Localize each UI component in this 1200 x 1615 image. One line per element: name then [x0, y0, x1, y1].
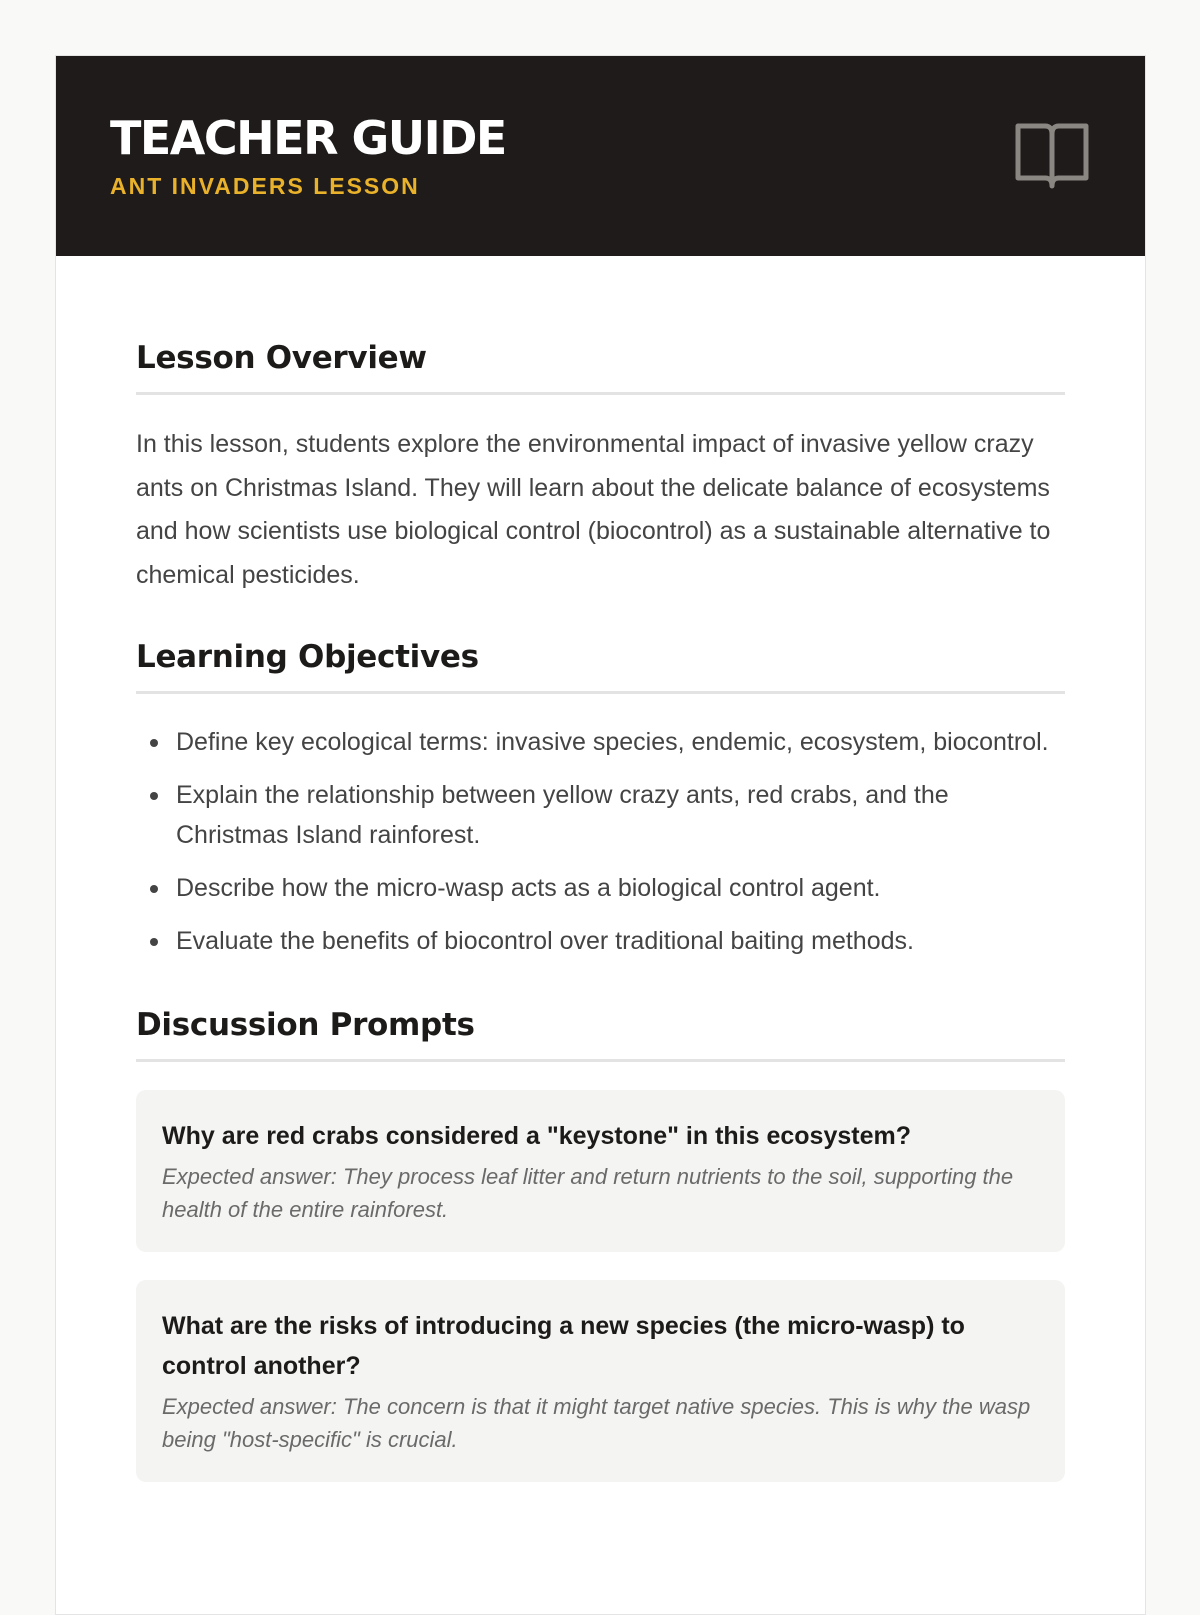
guide-card — [55, 55, 1146, 1615]
guide-header — [56, 56, 1145, 256]
objectives-heading: Learning Objectives — [136, 637, 1065, 694]
overview-section — [136, 338, 1065, 597]
prompt-answer: Expected answer: The concern is that it might target native species. This is why the wasp being "host-specific" is crucial. — [162, 1394, 1031, 1452]
book-open-icon — [1013, 120, 1091, 190]
prompt-card — [136, 1090, 1065, 1252]
list-item: Describe how the micro-wasp acts as a biological control agent. — [176, 868, 1065, 908]
prompt-question: Why are red crabs considered a "keystone" in this ecosystem? — [162, 1122, 911, 1150]
list-item: Evaluate the benefits of biocontrol over traditional baiting methods. — [176, 921, 1065, 961]
prompts-heading: Discussion Prompts — [136, 1005, 1065, 1062]
guide-content — [56, 256, 1145, 1482]
overview-heading: Lesson Overview — [136, 338, 1065, 395]
overview-text: In this lesson, students explore the environmental impact of invasive yellow crazy ants on Christmas Island. They will learn about the delicate balance of ecosystems and how scientists use biological control (biocontrol) as a sustainable alternative to chemical pesticides. — [136, 430, 1051, 589]
prompts-section — [136, 1005, 1065, 1482]
prompt-question: What are the risks of introducing a new species (the micro-wasp) to control another? — [162, 1312, 965, 1380]
list-item: Explain the relationship between yellow crazy ants, red crabs, and the Christmas Island rainforest. — [176, 775, 1065, 855]
prompt-answer: Expected answer: They process leaf litter and return nutrients to the soil, supporting the health of the entire rainforest. — [162, 1164, 1014, 1222]
objectives-section — [136, 637, 1065, 961]
list-item: Define key ecological terms: invasive species, endemic, ecosystem, biocontrol. — [176, 722, 1065, 762]
page-subtitle: ANT INVADERS LESSON — [110, 173, 420, 199]
objectives-list — [136, 722, 1065, 961]
page-title: TEACHER GUIDE — [110, 111, 506, 165]
prompt-card — [136, 1280, 1065, 1482]
